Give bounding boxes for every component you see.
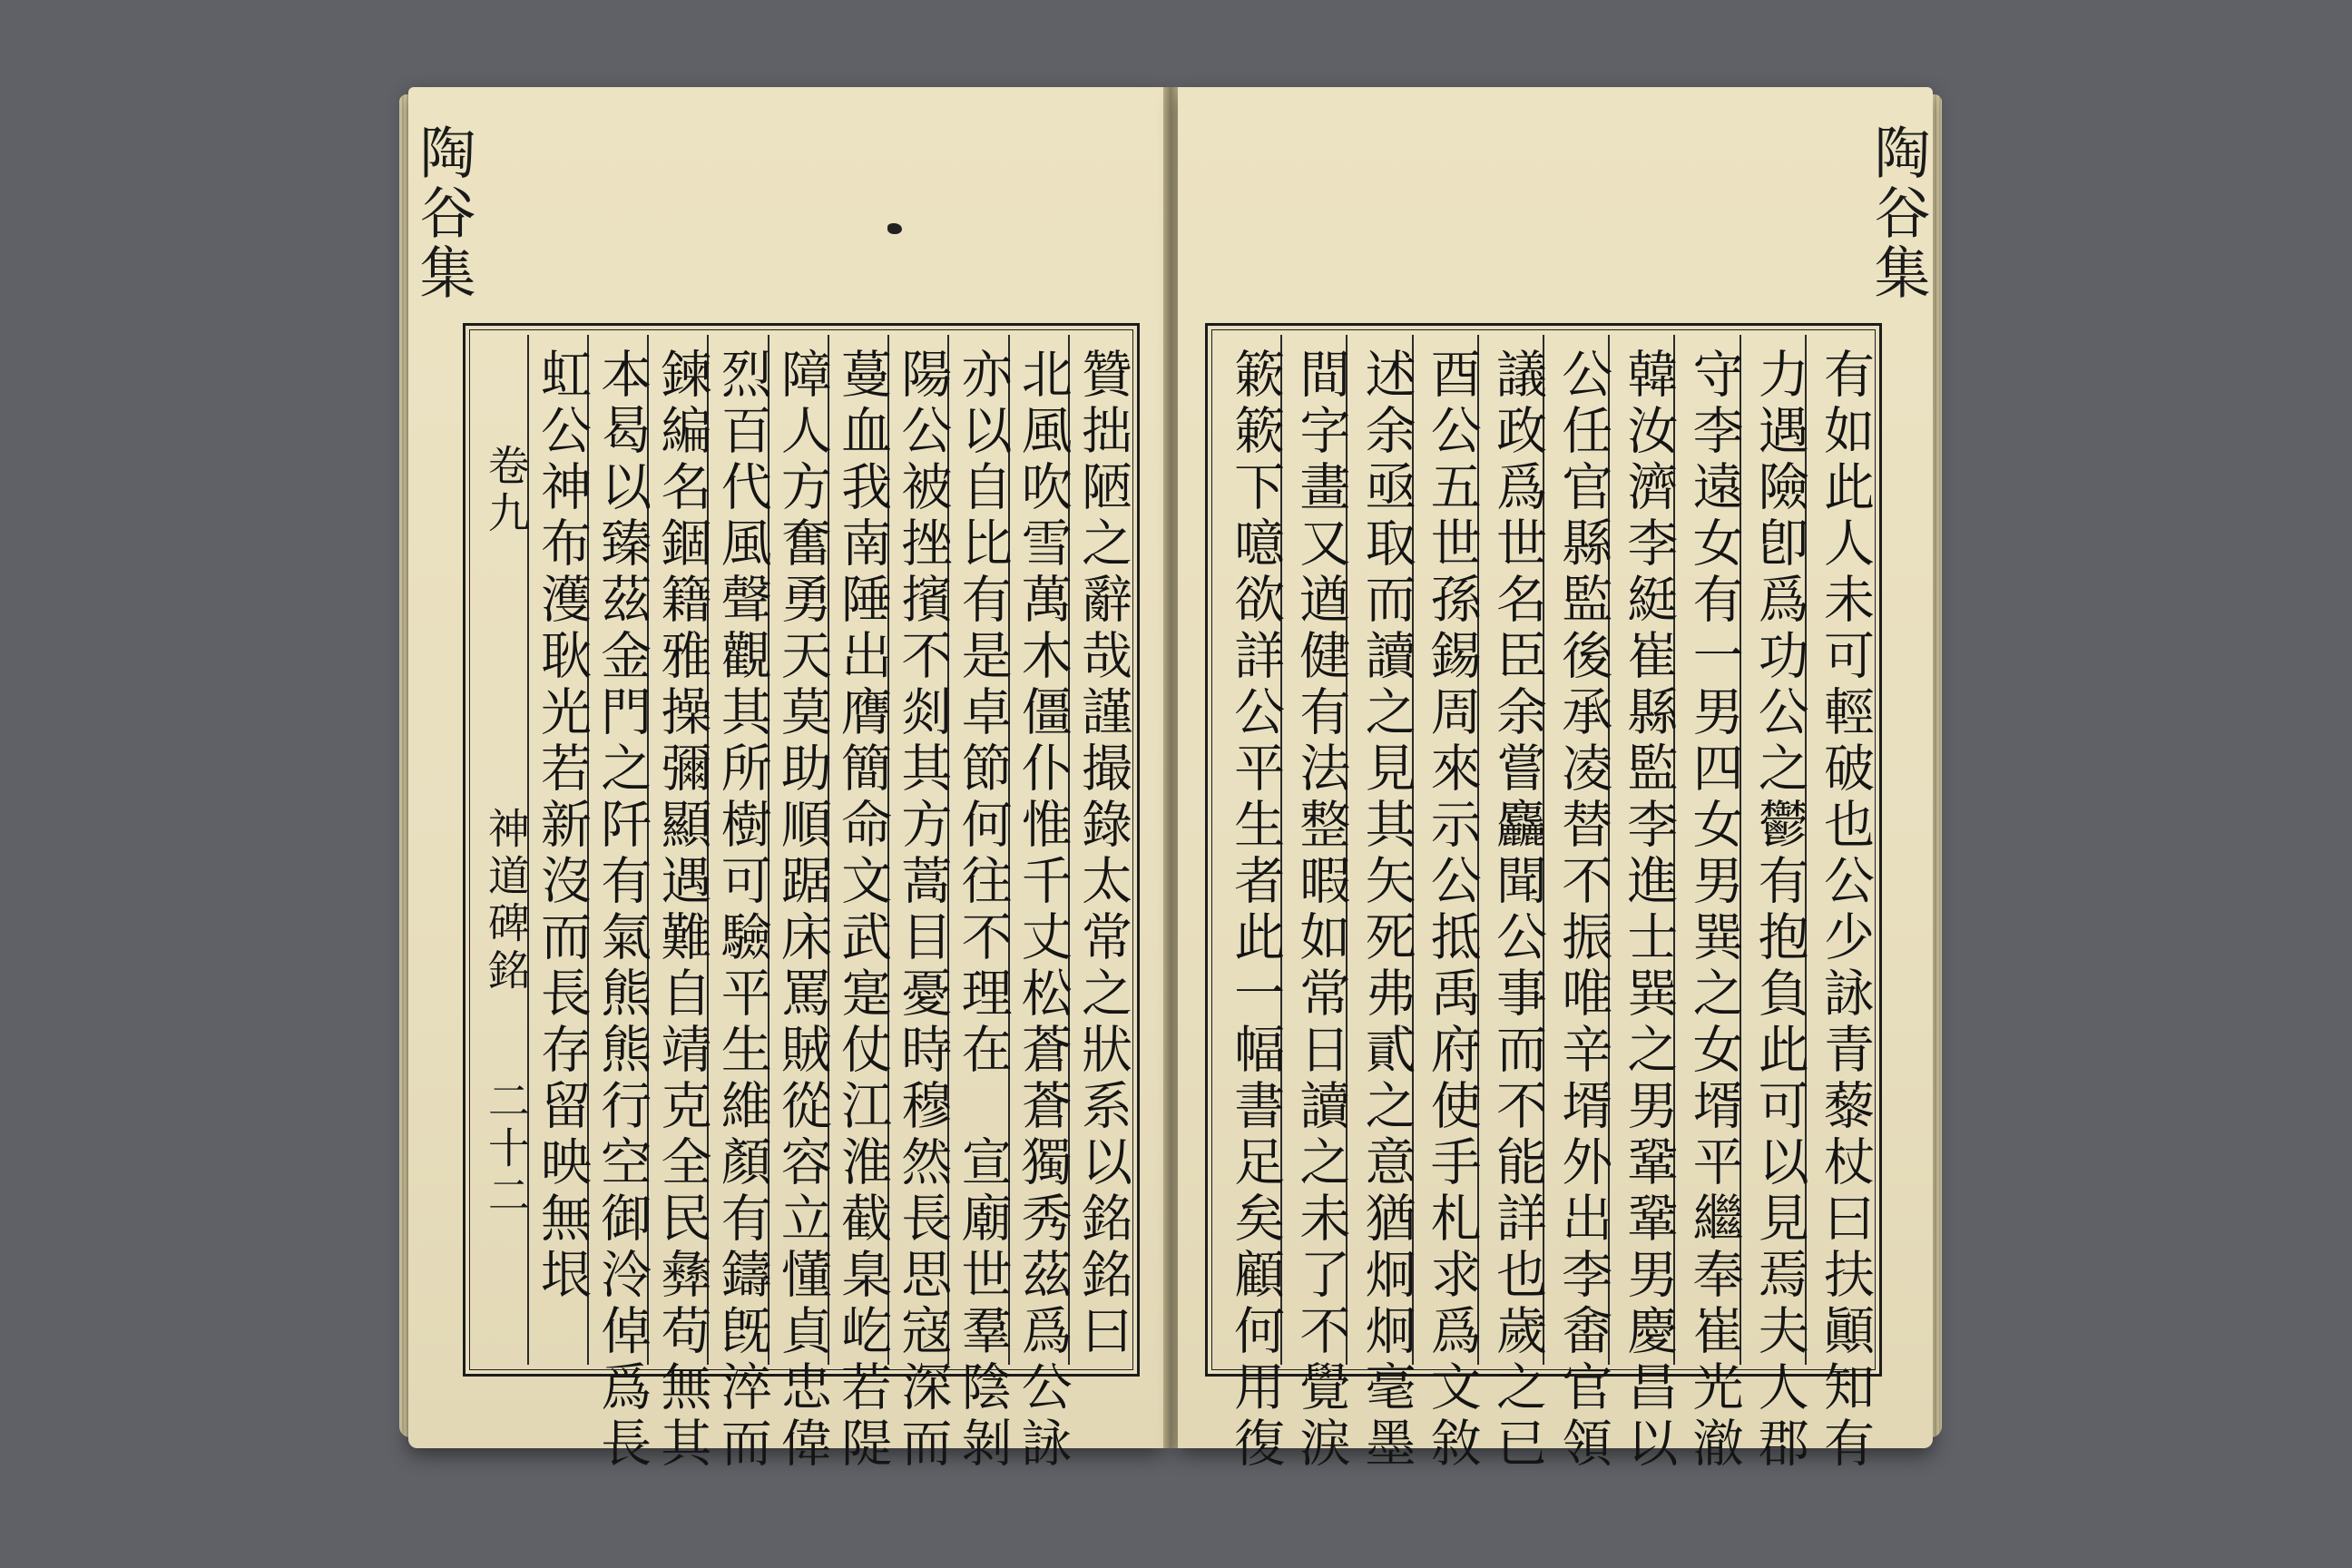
- right-column-text-9: 間字畫又遒健有法整暇如常日讀之未了不覺淚: [1291, 348, 1351, 1473]
- left-column: [768, 335, 832, 1473]
- left-column: [947, 335, 1013, 1473]
- left-column: [1008, 335, 1073, 1473]
- right-text-frame: [1205, 323, 1882, 1473]
- left-page: [408, 87, 1163, 1473]
- right-column: [1217, 335, 1286, 1473]
- left-column: [587, 335, 652, 1473]
- right-page: [1178, 87, 1933, 1473]
- right-column-text-8: 述余亟取而讀之見其矢死弗貳之意猶炯炯毫墨: [1357, 348, 1416, 1473]
- right-column: [1673, 335, 1744, 1473]
- right-column-text-7: 酉公五世孫錫周來示公抵禹府使手札求爲文敘: [1422, 348, 1482, 1473]
- right-column: [1740, 335, 1809, 1473]
- right-column-text-6: 議政爲世名臣余嘗麤聞公事而不能詳也歲之已: [1487, 348, 1547, 1473]
- open-book: [399, 87, 1942, 1499]
- right-column: [1477, 335, 1547, 1473]
- left-column-text-5: 蔓血我南陲出膺簡命文武寔仗江淮截臬屹若隄: [833, 348, 893, 1473]
- left-column: [828, 335, 893, 1473]
- ink-mark: [887, 223, 902, 234]
- right-column-text-1: 有如此人未可輕破也公少詠青藜杖曰扶顚知有: [1816, 348, 1875, 1473]
- left-column-text-3: 亦以自比有是卓節何往不理在 宣廟世羣陰剝: [953, 348, 1013, 1473]
- left-column-text-9: 本曷以臻茲金門之阡有氣熊熊行空御泠倬爲長: [593, 348, 652, 1473]
- left-column-text-2: 北風吹雪萬木僵仆惟千丈松蒼蒼獨秀茲爲公詠: [1013, 348, 1073, 1473]
- right-column-text-4: 韓汝濟李綎崔縣監李進士巽之男鞏鞏男慶昌以: [1619, 348, 1679, 1473]
- section-title: 神道碑銘: [481, 807, 531, 995]
- left-column-text-4: 陽公被挫擯不剡其方蒿目憂時穆然長思寇深而: [893, 348, 953, 1473]
- page-number: 二十二: [481, 1079, 531, 1220]
- left-column-text-6: 障人方奮勇天莫助順踞床罵賊從容立懂貞忠偉: [772, 348, 832, 1473]
- left-column: [527, 335, 593, 1365]
- left-column-text-8: 鍊編名錮籍雅操彌顯遇難自靖克全民彝苟無其: [652, 348, 712, 1473]
- right-column-text-2: 力遇險卽爲功公之鬱有抱負此可以見焉夫人郡: [1749, 348, 1809, 1473]
- right-column: [1412, 335, 1482, 1473]
- right-column-text-5: 公任官縣監後承凌替不振唯辛壻外出李畬官領: [1553, 348, 1613, 1473]
- right-column-text-3: 守李遠女有一男四女男巽之女壻平繼奉崔光澈: [1684, 348, 1744, 1473]
- book-gutter: [1163, 87, 1178, 1448]
- left-column: [707, 335, 772, 1473]
- right-column-text-10: 簌簌下噫欲詳公平生者此一幅書足矣顧何用復: [1226, 348, 1286, 1473]
- left-column: [887, 335, 953, 1473]
- right-column: [1346, 335, 1416, 1473]
- left-column-text-1: 贊拙陋之辭哉謹撮錄太常之狀系以銘銘曰: [1073, 348, 1132, 1360]
- right-header-title: 陶谷集: [1865, 123, 1931, 303]
- left-column-text-7: 烈百代風聲觀其所樹可驗平生維顏有鑄旣淬而: [712, 348, 772, 1473]
- volume-label: 卷九: [481, 444, 531, 538]
- left-column: [647, 335, 712, 1473]
- right-column: [1543, 335, 1613, 1473]
- right-column: [1280, 335, 1351, 1473]
- left-column: [1068, 335, 1132, 1365]
- left-header-title: 陶谷集: [410, 123, 476, 303]
- right-column: [1805, 335, 1875, 1473]
- left-column-text-10: 虹公神布濩耿光若新沒而長存留映無垠: [533, 348, 593, 1304]
- center-fold-column: [475, 335, 531, 1365]
- left-text-frame: [463, 323, 1140, 1473]
- right-column: [1608, 335, 1679, 1473]
